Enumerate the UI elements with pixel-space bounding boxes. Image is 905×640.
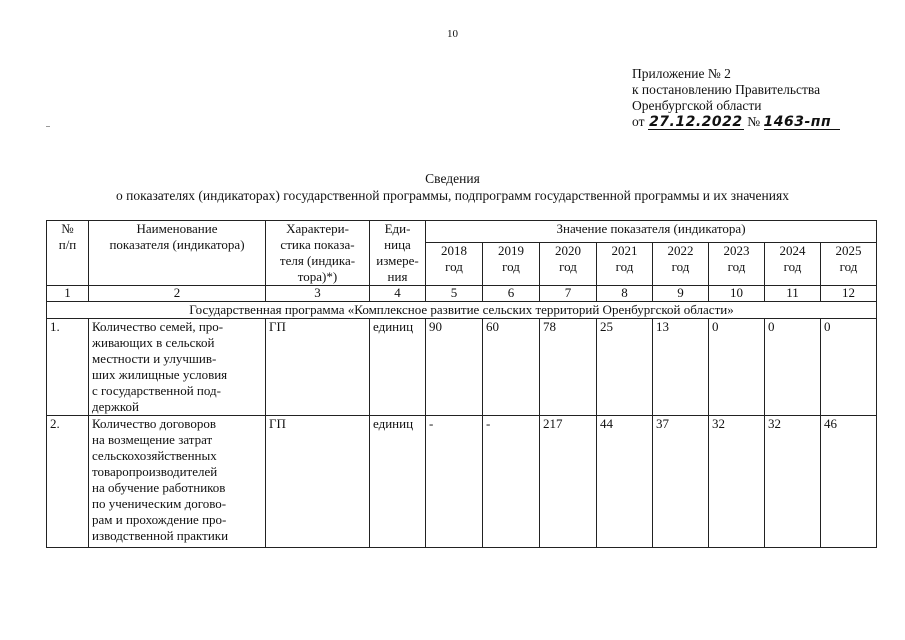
column-number: 3 [266,286,370,302]
header-characteristic: Характери- стика показа- теля (индика- тора)*) [266,221,370,286]
indicator-value: 46 [821,416,877,548]
column-number: 6 [483,286,540,302]
header-year: 2024 год [765,243,821,286]
margin-mark [46,126,50,127]
date-prefix: от [632,114,645,129]
column-number: 2 [89,286,266,302]
indicator-value: - [483,416,540,548]
indicator-value: 60 [483,319,540,416]
document-title [0,170,905,204]
table-row [47,416,877,548]
column-number: 4 [370,286,426,302]
appendix-line-1: Приложение № 2 [632,66,731,81]
appendix-block [632,66,840,130]
indicator-unit: единиц [370,416,426,548]
indicator-value: 25 [597,319,653,416]
indicator-name: Количество семей, про- живающих в сельской местности и улучшив- ших жилищные условия с государственной под- держкой [89,319,266,416]
column-number: 9 [653,286,709,302]
number-prefix: № [747,114,761,129]
indicator-value: 13 [653,319,709,416]
column-numbers-row [47,286,877,302]
row-number: 1. [47,319,89,416]
program-title: Государственная программа «Комплексное развитие сельских территорий Оренбургской области» [47,302,877,319]
number-handwritten: 1463-пп [764,115,840,130]
appendix-date-line [632,114,840,130]
header-year: 2018 год [426,243,483,286]
row-number: 2. [47,416,89,548]
header-year: 2020 год [540,243,597,286]
title-line-2: о показателях (индикаторах) государственной программы, подпрограмм государственной программы и их значениях [116,188,789,203]
column-number: 7 [540,286,597,302]
header-values-group: Значение показателя (индикатора) [426,221,877,243]
program-row [47,302,877,319]
column-number: 10 [709,286,765,302]
indicator-unit: единиц [370,319,426,416]
table-row [47,319,877,416]
indicator-value: 0 [821,319,877,416]
indicator-value: 44 [597,416,653,548]
date-handwritten: 27.12.2022 [649,114,743,130]
header-unit: Еди- ница измере- ния [370,221,426,286]
indicator-value: 37 [653,416,709,548]
header-row-1 [47,221,877,243]
column-number: 1 [47,286,89,302]
indicator-name: Количество договоров на возмещение затрат сельскохозяйственных товаропроизводителей на обучение работников по ученическим догово- рам и прохождение про- изводственной практики [89,416,266,548]
indicator-value: 32 [709,416,765,548]
appendix-line-3: Оренбургской области [632,98,762,113]
header-year: 2019 год [483,243,540,286]
header-year: 2021 год [597,243,653,286]
indicator-value: 217 [540,416,597,548]
title-line-1: Сведения [425,171,480,186]
indicator-characteristic: ГП [266,416,370,548]
header-name: Наименование показателя (индикатора) [89,221,266,286]
indicators-table [46,220,877,548]
column-number: 11 [765,286,821,302]
column-number: 5 [426,286,483,302]
indicator-value: 78 [540,319,597,416]
indicator-value: 0 [765,319,821,416]
indicator-value: - [426,416,483,548]
page-number: 10 [447,28,458,40]
appendix-line-2: к постановлению Правительства [632,82,821,97]
indicator-value: 90 [426,319,483,416]
indicator-value: 32 [765,416,821,548]
header-year: 2022 год [653,243,709,286]
header-year: 2025 год [821,243,877,286]
column-number: 12 [821,286,877,302]
header-year: 2023 год [709,243,765,286]
indicator-characteristic: ГП [266,319,370,416]
header-num: № п/п [47,221,89,286]
indicator-value: 0 [709,319,765,416]
column-number: 8 [597,286,653,302]
